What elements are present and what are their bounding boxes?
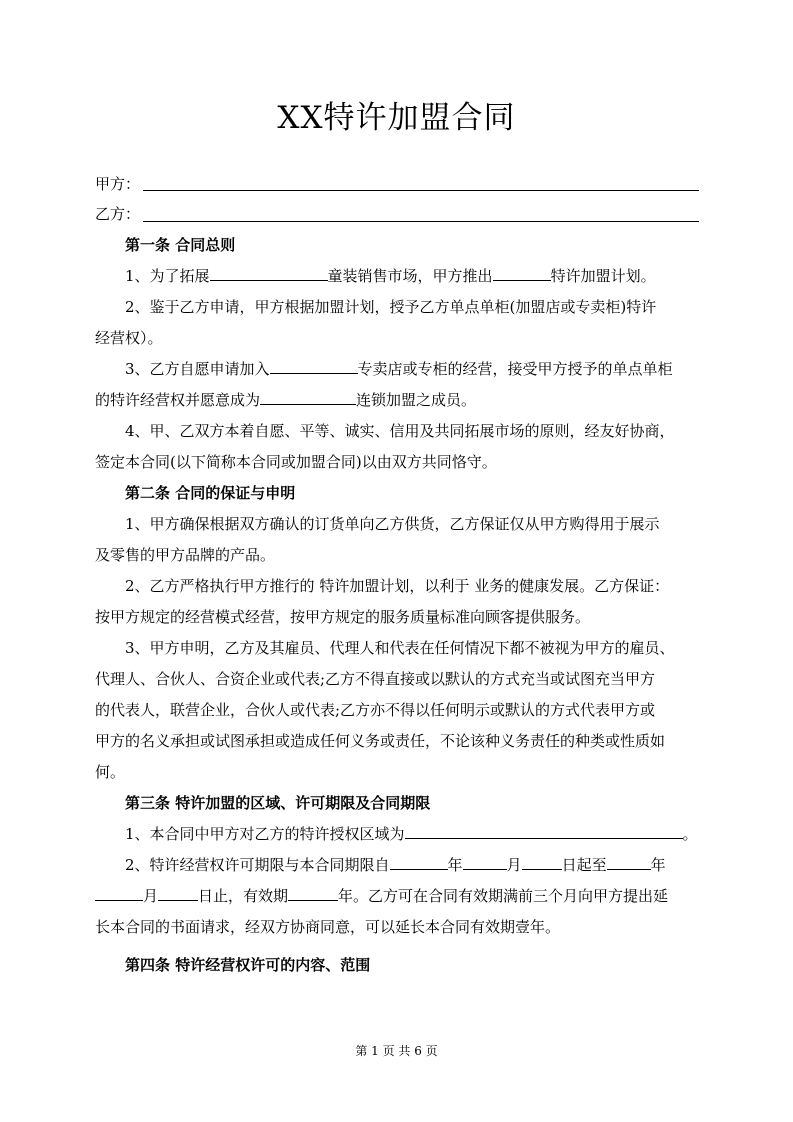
article2-p1: 1、甲方确保根据双方确认的订货单向乙方供货，乙方保证仅从甲方购得用于展示 及零售的甲方品牌的产品。 bbox=[95, 515, 660, 564]
blank-end-year bbox=[607, 854, 651, 870]
article2-p3: 3、甲方申明，乙方及其雇员、代理人和代表在任何情况下都不被视为甲方的雇员、 代理人、合伙人、合资企业或代表;乙方不得直接或以默认的方式充当或试图充当甲方 的代表人，联营企业，合伙人或代表;乙方亦不得以任何明示或默认的方式代表甲方或 甲方的名义承担或试图承担或造成任何义务或责任，不论该种义务责任的种类或性质如 何。 bbox=[95, 639, 675, 781]
blank-start-day bbox=[522, 854, 562, 870]
party-b-label: 乙方： bbox=[95, 205, 141, 223]
blank-region bbox=[405, 823, 683, 839]
article3-p1: 1、本合同中甲方对乙方的特许授权区域为 。 bbox=[125, 825, 698, 843]
article2-heading: 第二条 合同的保证与申明 bbox=[125, 484, 296, 502]
blank-duration bbox=[288, 885, 338, 901]
party-a-blank bbox=[143, 190, 699, 191]
blank-end-month bbox=[95, 885, 143, 901]
article1-p3: 3、乙方自愿申请加入 专卖店或专柜的经营，接受甲方授予的单点单柜 的特许经营权并愿意成为 连锁加盟之成员。 bbox=[95, 360, 673, 409]
article1-p1: 1、为了拓展 童装销售市场，甲方推出 特许加盟计划。 bbox=[125, 267, 656, 285]
blank-chain bbox=[260, 389, 356, 405]
party-a-label: 甲方： bbox=[95, 175, 141, 193]
article4-heading: 第四条 特许经营权许可的内容、范围 bbox=[125, 956, 371, 974]
blank-start-year bbox=[390, 854, 448, 870]
blank-plan bbox=[493, 265, 551, 281]
article1-heading: 第一条 合同总则 bbox=[125, 236, 236, 254]
article1-p2: 2、鉴于乙方申请，甲方根据加盟计划，授予乙方单点单柜(加盟店或专卖柜)特许 经营权）。 bbox=[95, 298, 657, 347]
blank-market bbox=[210, 265, 328, 281]
blank-store bbox=[270, 358, 358, 374]
article3-p2: 2、特许经营权许可期限与本合同期限自 年 月 日起至 年 月 日止，有效期 年。乙方可在合同有效期满前三个月向甲方提出延 长本合同的书面请求，经双方协商同意，可以延长本合同有效期壹年。 bbox=[95, 856, 669, 936]
blank-end-day bbox=[158, 885, 198, 901]
article3-heading: 第三条 特许加盟的区域、许可期限及合同期限 bbox=[125, 794, 431, 812]
article2-p2: 2、乙方严格执行甲方推行的 特许加盟计划，以利于 业务的健康发展。乙方保证： 按甲方规定的经营模式经营，按甲方规定的服务质量标准向顾客提供服务。 bbox=[95, 577, 670, 626]
article1-p4: 4、甲、乙双方本着自愿、平等、诚实、信用及共同拓展市场的原则，经友好协商， 签定本合同(以下简称本合同或加盟合同)以由双方共同恪守。 bbox=[95, 422, 675, 471]
page-footer: 第 1 页 共 6 页 bbox=[355, 1044, 438, 1058]
blank-start-month bbox=[463, 854, 507, 870]
party-b-blank bbox=[143, 221, 699, 222]
document-title: XX特许加盟合同 bbox=[277, 100, 516, 136]
